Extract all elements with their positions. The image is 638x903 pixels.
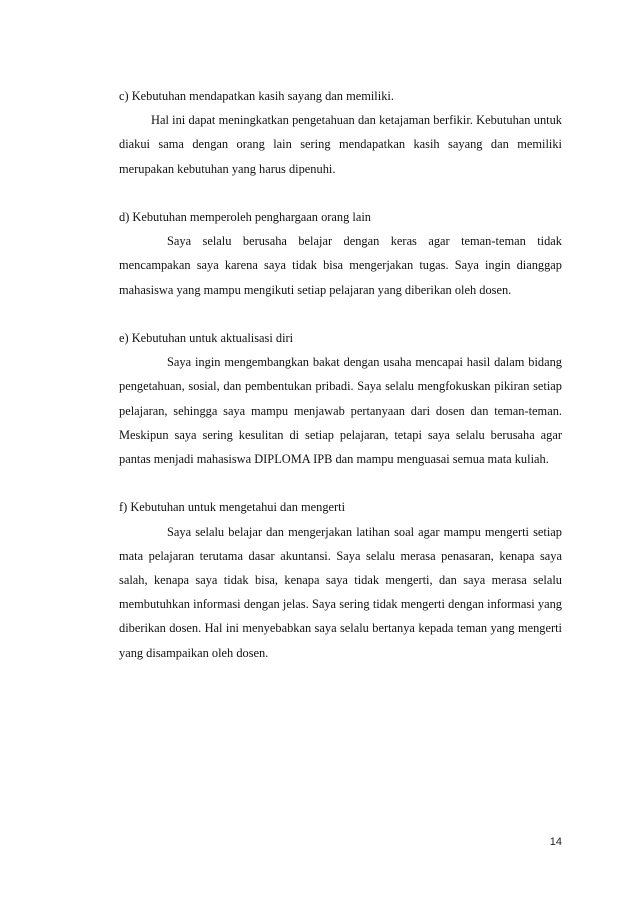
document-body bbox=[119, 84, 562, 665]
section-e-paragraph: Saya ingin mengembangkan bakat dengan usaha mencapai hasil dalam bidang pengetahuan, sosial, dan pembentukan pribadi. Saya selalu mengfokuskan pikiran setiap pelajaran, sehingga saya mampu menjawab pertanyaan dari dosen dan teman-teman. Meskipun saya sering kesulitan di setiap pelajaran, tetapi saya selalu berusaha agar pantas menjadi mahasiswa DIPLOMA IPB dan mampu menguasai semua mata kuliah. bbox=[119, 355, 562, 467]
section-f-heading: f) Kebutuhan untuk mengetahui dan mengerti bbox=[119, 500, 346, 515]
section-d-paragraph: Saya selalu berusaha belajar dengan keras agar teman-teman tidak mencampakan saya karena saya tidak bisa mengerjakan tugas. Saya ingin dianggap mahasiswa yang mampu mengikuti setiap pelajaran yang diberikan oleh dosen. bbox=[119, 234, 562, 297]
section-gap bbox=[119, 302, 562, 326]
page-number: 14 bbox=[549, 836, 562, 848]
section-d-heading: d) Kebutuhan memperoleh penghargaan orang lain bbox=[119, 210, 371, 224]
section-f-paragraph: Saya selalu belajar dan mengerjakan latihan soal agar mampu mengerti setiap mata pelajaran terutama dasar akuntansi. Saya selalu merasa penasaran, kenapa saya salah, kenapa saya tidak bisa, kenapa saya tidak mengerti, dan saya merasa selalu membutuhkan informasi dengan jelas. Saya sering tidak mengerti dengan informasi yang diberikan dosen. Hal ini menyebabkan saya selalu bertanya kepada teman yang mengerti yang disampaikan oleh dosen. bbox=[119, 524, 562, 660]
section-c-heading: c) Kebutuhan mendapatkan kasih sayang dan memiliki. bbox=[119, 89, 394, 103]
section-gap bbox=[119, 181, 562, 205]
section-e-heading: e) Kebutuhan untuk aktualisasi diri bbox=[119, 331, 294, 345]
section-c-paragraph: Hal ini dapat meningkatkan pengetahuan dan ketajaman berfikir. Kebutuhan untuk diakui sama dengan orang lain sering mendapatkan kasih sayang dan memiliki merupakan kebutuhan yang harus dipenuhi. bbox=[119, 113, 562, 176]
section-gap bbox=[119, 471, 562, 495]
